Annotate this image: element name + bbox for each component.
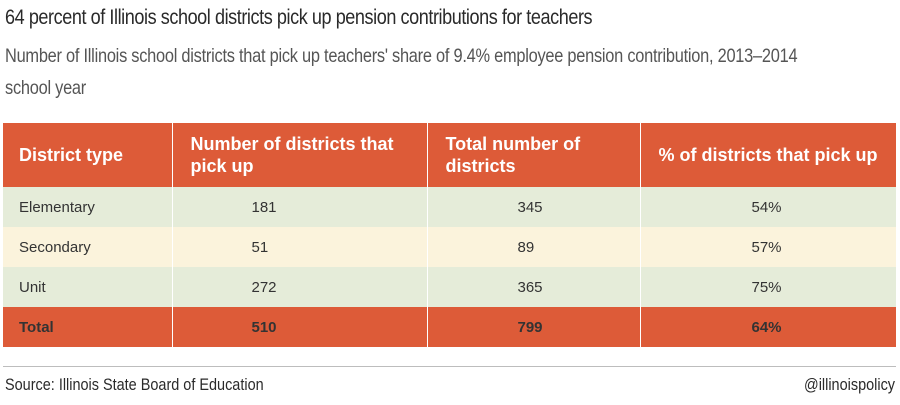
cell-number-pick-up: 181 — [172, 187, 427, 227]
cell-district-type: Secondary — [3, 227, 172, 267]
cell-percent-pick-up: 57% — [751, 238, 782, 256]
cell-total-districts: 345 — [427, 187, 640, 227]
table-header-row — [3, 123, 896, 187]
cell-total-number-pick-up: 510 — [172, 307, 427, 347]
column-header-district-type: District type — [3, 123, 172, 187]
cell-total-percent-pick-up: 64% — [751, 318, 782, 336]
cell-total-districts: 89 — [427, 227, 640, 267]
cell-percent-pick-up: 75% — [751, 278, 782, 296]
cell-district-type: Unit — [3, 267, 172, 307]
data-table — [3, 123, 896, 347]
table-total-row — [3, 307, 896, 347]
chart-title: 64 percent of Illinois school districts pick up pension contributions for teachers — [5, 6, 593, 29]
column-header-percent-pick-up: % of districts that pick up — [658, 145, 878, 165]
cell-district-type: Elementary — [3, 187, 172, 227]
table-row — [3, 227, 896, 267]
cell-total-label: Total — [3, 307, 172, 347]
cell-percent-pick-up: 54% — [751, 198, 782, 216]
chart-subtitle: Number of Illinois school districts that pick up teachers' share of 9.4% employee pension contribution, 2013–2014 school year — [5, 45, 798, 99]
cell-total-districts: 365 — [427, 267, 640, 307]
social-handle: @illinoispolicy — [804, 375, 895, 394]
cell-total-districts: 799 — [427, 307, 640, 347]
table-row — [3, 187, 896, 227]
cell-number-pick-up: 272 — [172, 267, 427, 307]
table-row — [3, 267, 896, 307]
column-header-total-districts: Total number of districts — [427, 123, 640, 187]
footer-divider — [3, 366, 896, 367]
cell-number-pick-up: 51 — [172, 227, 427, 267]
column-header-number-pick-up: Number of districts that pick up — [172, 123, 427, 187]
source-note: Source: Illinois State Board of Education — [5, 375, 264, 394]
